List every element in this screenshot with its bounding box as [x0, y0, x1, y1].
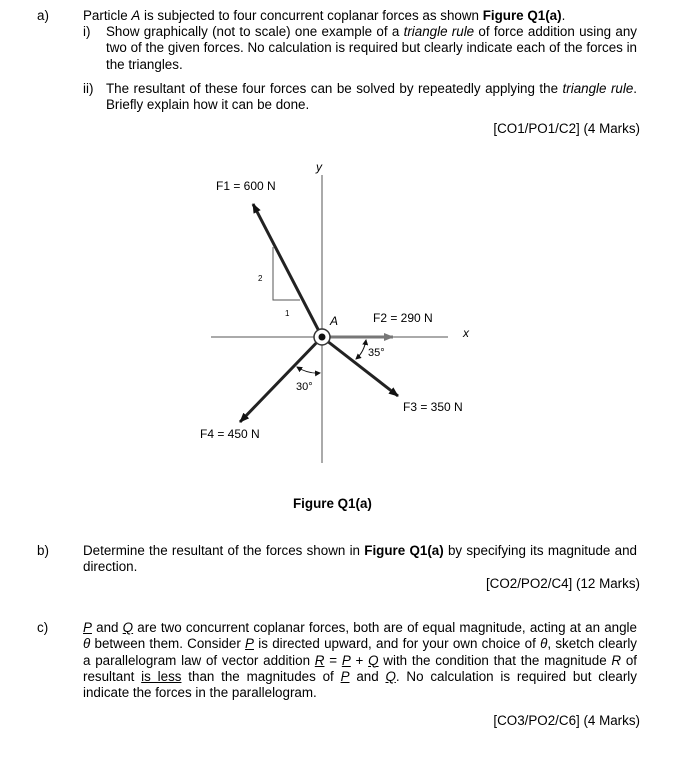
f2-label: F2 = 290 N: [373, 311, 433, 325]
slope-run-label: 1: [285, 309, 290, 318]
question-b-text: Determine the resultant of the forces shown in Figure Q1(a) by specifying its magnitude and direction.: [83, 543, 637, 575]
f1-label: F1 = 600 N: [216, 179, 276, 193]
angle-35-label: 35°: [368, 347, 385, 359]
y-axis-label: y: [316, 160, 322, 174]
question-b-marks: [CO2/PO2/C4] (12 Marks): [485, 576, 640, 591]
question-a-marks: [CO1/PO1/C2] (4 Marks): [493, 121, 640, 136]
slope-triangle: [273, 247, 300, 300]
particle-a-dot: [319, 334, 326, 341]
force-f4-arrow: [240, 337, 322, 422]
f3-label: F3 = 350 N: [403, 400, 463, 414]
slope-rise-label: 2: [258, 274, 263, 283]
question-a-intro: Particle A is subjected to four concurrent coplanar forces as shown Figure Q1(a).: [83, 8, 566, 23]
angle-35-arc: [356, 340, 366, 359]
angle-30-label: 30°: [296, 381, 313, 393]
point-a-label: A: [330, 314, 339, 328]
question-c-text: P and Q are two concurrent coplanar forces, both are of equal magnitude, acting at an angle θ between them. Consider P is directed upward, and for your own choice of θ, sketch clearly a parallelogram law of vector addition R = P + Q with the condition that the magnitude R of resultant is less than the magnitudes of P and Q. No calculation is required but clearly indicate the forces in the parallelogram.: [83, 620, 638, 701]
question-a-label: a): [37, 8, 49, 23]
figure-caption: Figure Q1(a): [293, 496, 372, 511]
x-axis-label: x: [463, 326, 469, 340]
force-f3-arrow: [322, 337, 398, 396]
document-page: a) Particle A is subjected to four concurrent coplanar forces as shown Figure Q1(a). i) Show graphically (not to scale) one example of a triangle rule of force addition using any two of the given forces. No calculation is required but clearly indicate each of the forces in the triangles. ii) The resultant of these four forces can be solved by repeatedly applying the triangle rule. Briefly explain how it can be done. [CO1/PO1/C2] (4 Marks) y x A F1 = 600 N F2 = 290 N F3 = 350 N F4 = 450 N 2 1 35° 30° Figure Q1(a) b) Determine the resultant of the forces shown in Figure Q1(a) by specifying its magnitude and direction. [CO2/PO2/C4] (12 Marks) c) P and Q are two concurrent coplanar forces, both are of equal magnitude, acting at an angle θ between them. Consider P is directed upward, and for your own choice of θ, sketch clearly a parallelogram law of vector addition R = P + Q with the condition that the magnitude R of resultant is less than the magnitudes of P and Q. No calculation is required but clearly indicate the forces in the parallelogram. [CO3/PO2/C6] (4 Marks): [0, 0, 686, 759]
question-b-label: b): [37, 543, 49, 558]
question-c-marks: [CO3/PO2/C6] (4 Marks): [493, 713, 640, 728]
question-c-label: c): [37, 620, 49, 635]
f4-label: F4 = 450 N: [200, 427, 260, 441]
angle-30-arc: [297, 367, 320, 373]
